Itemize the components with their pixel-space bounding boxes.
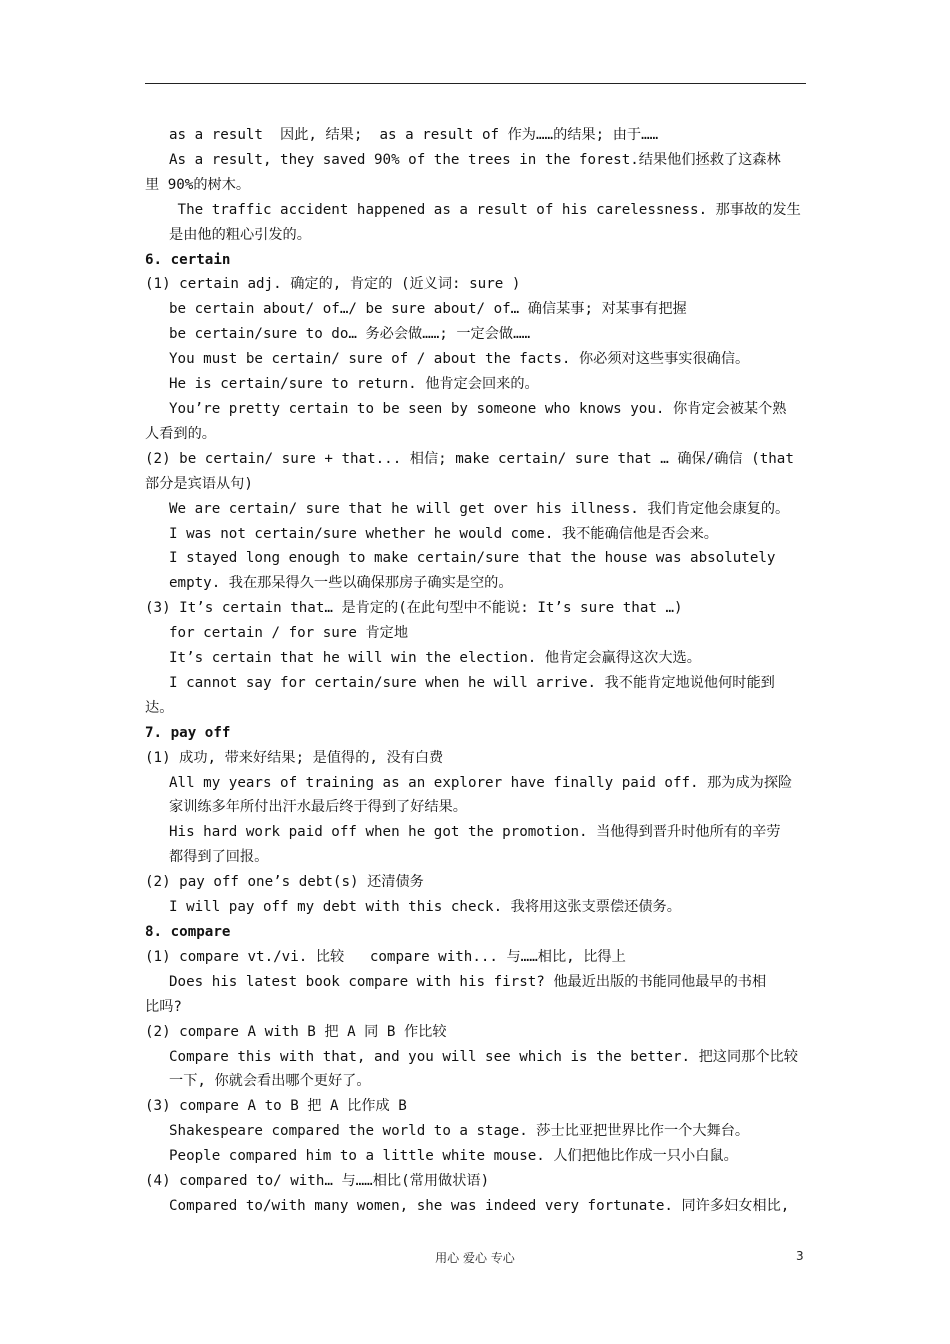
text-line: We are certain/ sure that he will get over his illness. 我们肯定他会康复的。 xyxy=(169,500,790,517)
text-line: It’s certain that he will win the election. 他肯定会赢得这次大选。 xyxy=(169,650,701,667)
text-line: I will pay off my debt with this check. 我将用这张支票偿还债务。 xyxy=(169,899,681,916)
page-body xyxy=(145,123,806,1219)
text-line: 家训练多年所付出汗水最后终于得到了好结果。 xyxy=(169,799,467,816)
text-line: Shakespeare compared the world to a stage. 莎士比亚把世界比作一个大舞台。 xyxy=(169,1123,750,1140)
text-line: (2) be certain/ sure + that... 相信; make certain/ sure that … 确保/确信 (that xyxy=(145,450,794,467)
text-line: His hard work paid off when he got the promotion. 当他得到晋升时他所有的辛劳 xyxy=(169,824,781,841)
section-heading: 7. pay off xyxy=(145,724,231,741)
text-line: Compared to/with many women, she was indeed very fortunate. 同许多妇女相比, xyxy=(169,1197,790,1214)
text-line: Does his latest book compare with his first? 他最近出版的书能同他最早的书相 xyxy=(169,973,767,990)
text-line: for certain / for sure 肯定地 xyxy=(169,625,409,642)
section-heading: 8. compare xyxy=(145,924,231,940)
text-line: Compare this with that, and you will see which is the better. 把这同那个比较 xyxy=(169,1048,798,1065)
text-line: (1) certain adj. 确定的, 肯定的 (近义词: sure ) xyxy=(145,276,521,293)
text-line: be certain/sure to do… 务必会做……; 一定会做…… xyxy=(169,326,531,343)
text-line: (3) compare A to B 把 A 比作成 B xyxy=(145,1098,407,1115)
text-line: (2) pay off one’s debt(s) 还清债务 xyxy=(145,874,424,891)
text-line: (2) compare A with B 把 A 同 B 作比较 xyxy=(145,1023,447,1040)
text-line: (4) compared to/ with… 与……相比(常用做状语) xyxy=(145,1173,490,1190)
page-footer: 用心 爱心 专心 xyxy=(435,1251,515,1265)
text-line: 比吗? xyxy=(145,998,182,1015)
text-line: I stayed long enough to make certain/sure that the house was absolutely xyxy=(169,550,776,567)
text-line: 人看到的。 xyxy=(145,425,216,442)
text-line: 里 90%的树木。 xyxy=(145,176,251,193)
text-line: 是由他的粗心引发的。 xyxy=(169,226,311,243)
text-line: The traffic accident happened as a result of his carelessness. 那事故的发生 xyxy=(169,201,801,218)
text-line: He is certain/sure to return. 他肯定会回来的。 xyxy=(169,376,539,393)
text-line: As a result, they saved 90% of the trees in the forest.结果他们拯救了这森林 xyxy=(169,151,781,168)
page-number: 3 xyxy=(796,1249,804,1263)
text-line: I cannot say for certain/sure when he will arrive. 我不能肯定地说他何时能到 xyxy=(169,674,775,691)
text-line: People compared him to a little white mouse. 人们把他比作成一只小白鼠。 xyxy=(169,1148,738,1165)
text-line: empty. 我在那呆得久一些以确保那房子确实是空的。 xyxy=(169,575,513,592)
text-line: (1) compare vt./vi. 比较 compare with... 与……相比, 比得上 xyxy=(145,948,626,965)
text-line: 一下, 你就会看出哪个更好了。 xyxy=(169,1073,371,1090)
text-line: 部分是宾语从句) xyxy=(145,475,253,492)
text-line: 都得到了回报。 xyxy=(169,849,269,866)
text-line: You’re pretty certain to be seen by someone who knows you. 你肯定会被某个熟 xyxy=(169,400,787,417)
section-heading: 6. certain xyxy=(145,251,231,268)
text-line: be certain about/ of…/ be sure about/ of… 确信某事; 对某事有把握 xyxy=(169,301,687,318)
text-line: You must be certain/ sure of / about the facts. 你必须对这些事实很确信。 xyxy=(169,351,750,368)
text-line: I was not certain/sure whether he would come. 我不能确信他是否会来。 xyxy=(169,525,718,542)
text-line: 达。 xyxy=(145,699,174,716)
text-line: (3) It’s certain that… 是肯定的(在此句型中不能说: It’s sure that …) xyxy=(145,600,683,617)
text-line: as a result 因此, 结果; as a result of 作为……的结果; 由于…… xyxy=(169,127,659,143)
header-rule xyxy=(145,83,806,84)
text-line: All my years of training as an explorer have finally paid off. 那为成为探险 xyxy=(169,774,793,791)
text-line: (1) 成功, 带来好结果; 是值得的, 没有白费 xyxy=(145,749,444,766)
